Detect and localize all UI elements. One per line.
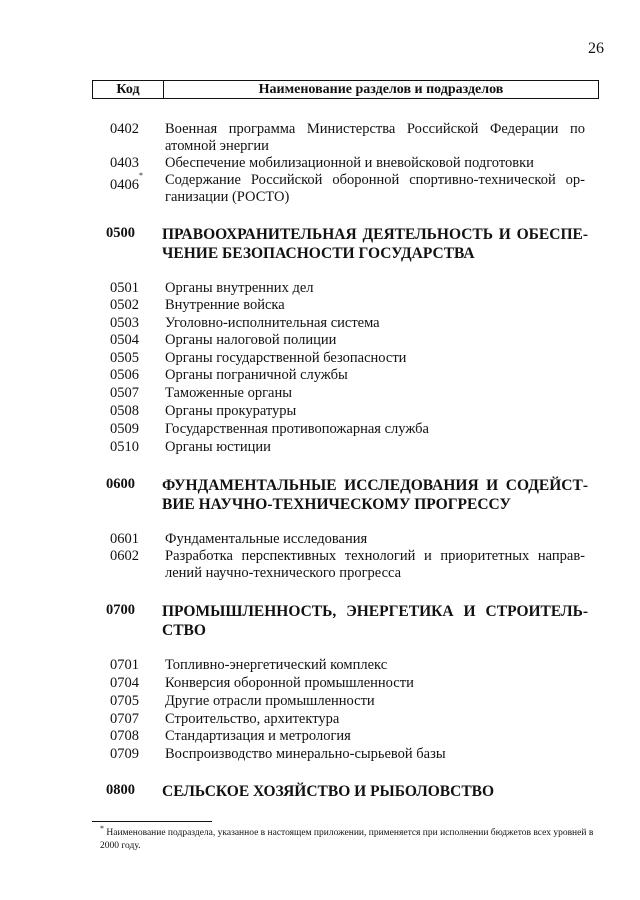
row-name-line: ПРОМЫШЛЕННОСТЬ, ЭНЕРГЕТИКА И СТРОИТЕЛЬ- [162, 603, 588, 620]
page-number: 26 [588, 40, 604, 57]
row-name-line: Воспроизводство минерально-сырьевой базы [165, 746, 446, 762]
row-name [165, 746, 585, 763]
row-code [110, 421, 158, 438]
row-code-text: 0506 [110, 367, 139, 383]
row-code-text: 0602 [110, 548, 139, 564]
row-code [110, 403, 158, 420]
row-code-text: 0402 [110, 121, 139, 137]
row-name [162, 476, 588, 514]
row-name [165, 280, 585, 297]
row-code [110, 280, 158, 297]
row-name [165, 439, 585, 456]
row-code-text: 0701 [110, 657, 139, 673]
row-code-text: 0502 [110, 297, 139, 313]
row-code [110, 155, 158, 172]
row-name-line: Органы юстиции [165, 439, 271, 455]
row-code [110, 297, 158, 314]
row-name-line: СЕЛЬСКОЕ ХОЗЯЙСТВО И РЫБОЛОВСТВО [162, 783, 495, 800]
row-code [110, 657, 158, 674]
row-name-line: ЧЕНИЕ БЕЗОПАСНОСТИ ГОСУДАРСТВА [162, 245, 475, 262]
row-name-line: Обеспечение мобилизационной и вневойсковой подготовки [165, 155, 534, 171]
row-name [165, 350, 585, 367]
row-name [165, 172, 585, 206]
footnote-reference: * [139, 171, 143, 180]
row-name-line: Уголовно-исполнительная система [165, 315, 380, 331]
row-name [165, 693, 585, 710]
row-name [165, 155, 585, 172]
row-name-line: ФУНДАМЕНТАЛЬНЫЕ ИССЛЕДОВАНИЯ И СОДЕЙСТ- [162, 477, 588, 494]
row-name-line: ПРАВООХРАНИТЕЛЬНАЯ ДЕЯТЕЛЬНОСТЬ И ОБЕСПЕ- [162, 226, 588, 243]
row-code [110, 711, 158, 728]
row-name-line: Таможенные органы [165, 385, 292, 401]
row-name-line: СТВО [162, 622, 206, 639]
row-name [165, 548, 585, 582]
row-name-line: Органы налоговой полиции [165, 332, 337, 348]
row-name-line: Органы государственной безопасности [165, 350, 407, 366]
row-code [110, 548, 158, 565]
row-name [165, 657, 585, 674]
row-code-text: 0508 [110, 403, 139, 419]
row-code [110, 693, 158, 710]
row-name [165, 315, 585, 332]
footnote [100, 826, 600, 853]
row-code [106, 225, 154, 242]
row-name-line: Разработка перспективных технологий и приоритетных направ- [165, 548, 585, 564]
row-name [162, 602, 588, 640]
row-code-text: 0500 [106, 225, 135, 241]
row-code [110, 531, 158, 548]
row-code [110, 675, 158, 692]
row-name-line: Внутренние войска [165, 297, 285, 313]
row-name-line: Органы внутренних дел [165, 280, 314, 296]
row-code [110, 367, 158, 384]
row-code [110, 172, 158, 194]
row-code-text: 0503 [110, 315, 139, 331]
row-code [110, 385, 158, 402]
table-header [92, 80, 599, 99]
row-code [110, 315, 158, 332]
row-code-text: 0504 [110, 332, 139, 348]
row-name-line: лений научно-технического прогресса [165, 565, 402, 581]
row-code-text: 0700 [106, 602, 135, 618]
row-name [165, 675, 585, 692]
row-name [165, 332, 585, 349]
row-code-text: 0600 [106, 476, 135, 492]
row-name [162, 782, 588, 801]
row-name [165, 421, 585, 438]
row-code [110, 439, 158, 456]
row-name-line: Органы прокуратуры [165, 403, 297, 419]
footnote-mark: * [100, 824, 104, 833]
row-name-line: Другие отрасли промышленности [165, 693, 375, 709]
row-name [162, 225, 588, 263]
row-code-text: 0708 [110, 728, 139, 744]
row-code [106, 602, 154, 619]
header-name: Наименование разделов и подразделов [258, 82, 504, 97]
row-code [106, 476, 154, 493]
row-name [165, 297, 585, 314]
row-name-line: Конверсия оборонной промышленности [165, 675, 414, 691]
row-name [165, 367, 585, 384]
row-name-line: Фундаментальные исследования [165, 531, 368, 547]
row-code [110, 728, 158, 745]
row-name-line: Топливно-энергетический комплекс [165, 657, 388, 673]
row-code-text: 0705 [110, 693, 139, 709]
row-code [110, 121, 158, 138]
row-name-line: Содержание Российской оборонной спортивно-технической ор- [165, 172, 585, 188]
row-code-text: 0704 [110, 675, 139, 691]
row-code [106, 782, 154, 799]
row-code [110, 746, 158, 763]
row-code-text: 0403 [110, 155, 139, 171]
row-name [165, 711, 585, 728]
row-code-text: 0510 [110, 439, 139, 455]
row-name [165, 403, 585, 420]
row-code-text: 0709 [110, 746, 139, 762]
header-code: Код [93, 81, 164, 98]
footnote-divider [92, 821, 212, 822]
row-code [110, 350, 158, 367]
row-name [165, 121, 585, 155]
footnote-text: Наименование подраздела, указанное в настоящем приложении, применяется при исполнении бюджетов всех уровней в 2000 году. [100, 828, 594, 851]
row-name-line: ганизации (РОСТО) [165, 189, 290, 205]
row-name [165, 531, 585, 548]
row-name-line: ВИЕ НАУЧНО-ТЕХНИЧЕСКОМУ ПРОГРЕССУ [162, 496, 511, 513]
row-code-text: 0501 [110, 280, 139, 296]
row-name-line: Стандартизация и метрология [165, 728, 351, 744]
row-name-line: атомной энергии [165, 138, 269, 154]
row-name-line: Органы пограничной службы [165, 367, 348, 383]
row-code-text: 0800 [106, 782, 135, 798]
row-name-line: Военная программа Министерства Российской Федерации по [165, 121, 585, 137]
row-name [165, 728, 585, 745]
row-name [165, 385, 585, 402]
row-code-text: 0505 [110, 350, 139, 366]
row-code-text: 0707 [110, 711, 139, 727]
row-name-line: Строительство, архитектура [165, 711, 340, 727]
row-code-text: 0406 [110, 176, 139, 193]
row-code-text: 0601 [110, 531, 139, 547]
row-code [110, 332, 158, 349]
row-name-line: Государственная противопожарная служба [165, 421, 429, 437]
row-code-text: 0509 [110, 421, 139, 437]
row-code-text: 0507 [110, 385, 139, 401]
